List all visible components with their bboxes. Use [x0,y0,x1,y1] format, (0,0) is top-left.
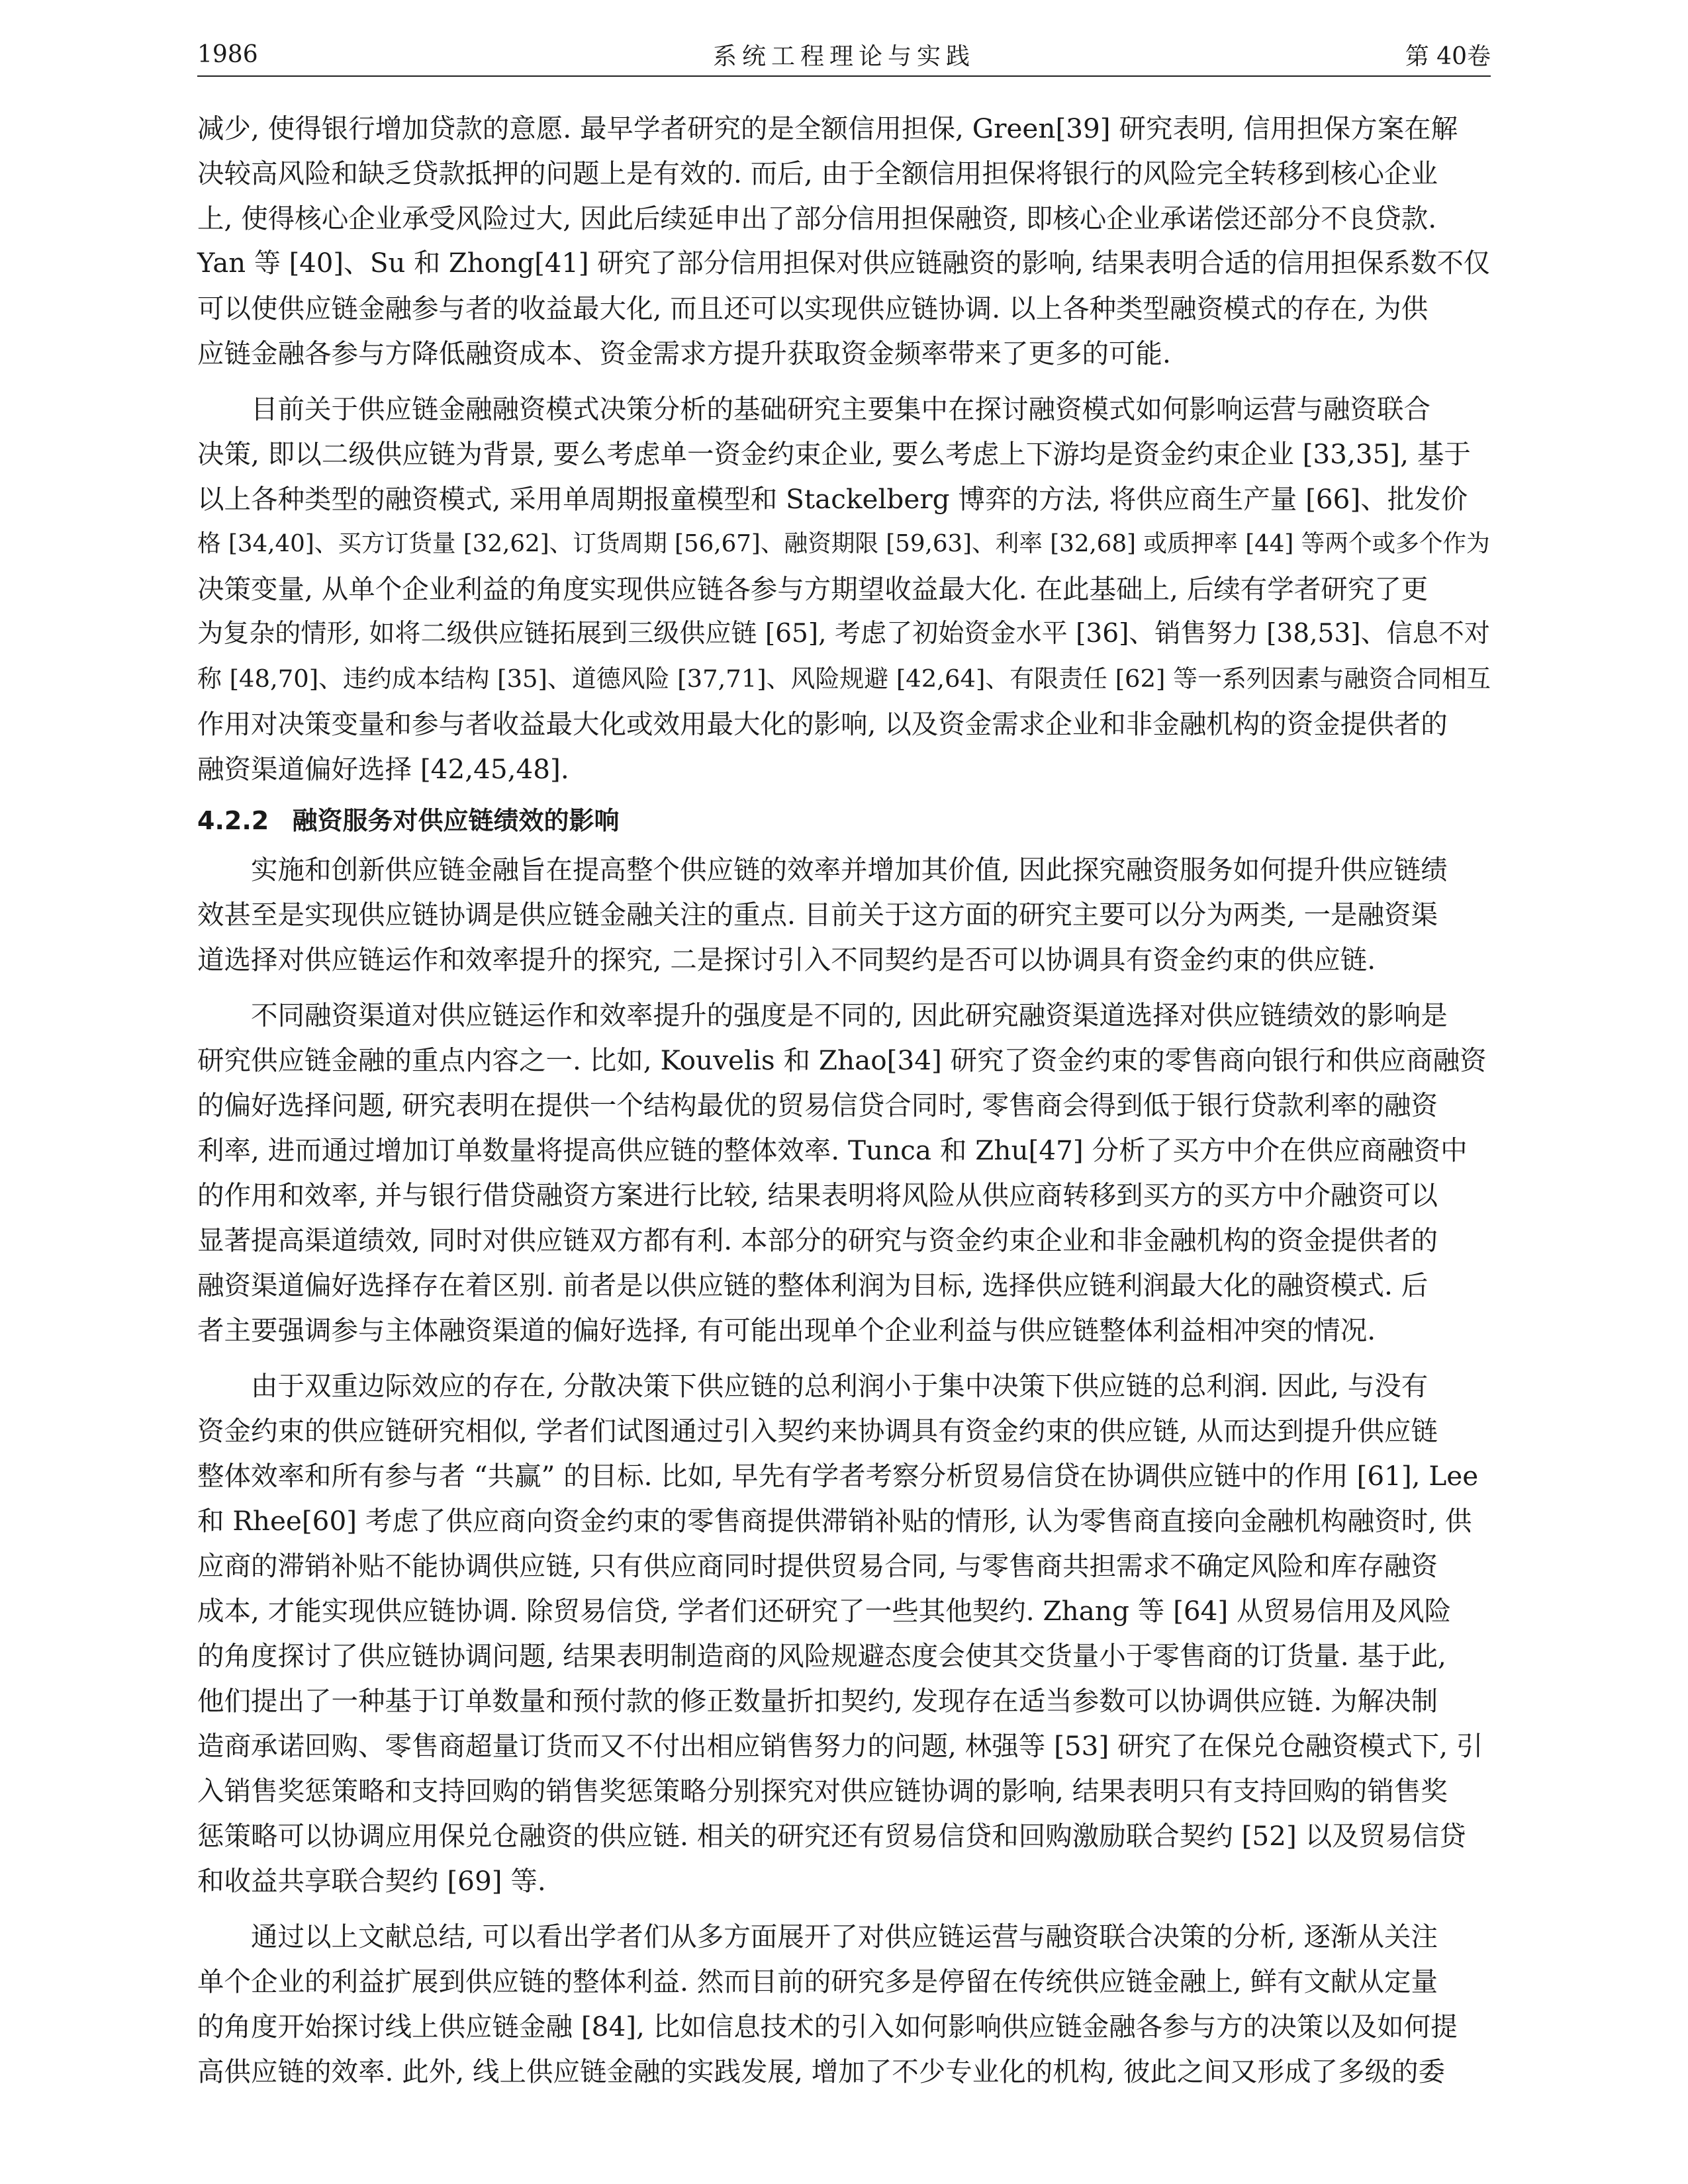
text-line: 的角度探讨了供应链协调问题, 结果表明制造商的风险规避态度会使其交货量小于零售商的订货量. 基于此, [197,1640,1446,1672]
text-line: 者主要强调参与主体融资渠道的偏好选择, 有可能出现单个企业利益与供应链整体利益相冲突的情况. [197,1314,1376,1346]
section-heading [197,802,1491,839]
text-line: 以上各种类型的融资模式, 采用单周期报童模型和 Stackelberg 博弈的方法, 将供应商生产量 [66]、批发价 [197,483,1468,515]
text-line: 为复杂的情形, 如将二级供应链拓展到三级供应链 [65], 考虑了初始资金水平 [36]、销售努力 [38,53]、信息不对 [197,619,1490,649]
text-line: 决策, 即以二级供应链为背景, 要么考虑单一资金约束企业, 要么考虑上下游均是资金约束企业 [33,35], 基于 [197,438,1471,470]
text-line: 作用对决策变量和参与者收益最大化或效用最大化的影响, 以及资金需求企业和非金融机构的资金提供者的 [197,708,1448,740]
text-line: 不同融资渠道对供应链运作和效率提升的强度是不同的, 因此研究融资渠道选择对供应链绩效的影响是 [251,999,1448,1031]
text-line: 由于双重边际效应的存在, 分散决策下供应链的总利润小于集中决策下供应链的总利润. 因此, 与没有 [251,1370,1429,1402]
text-line: 通过以上文献总结, 可以看出学者们从多方面展开了对供应链运营与融资联合决策的分析, 逐渐从关注 [251,1921,1438,1952]
text-line: 的作用和效率, 并与银行借贷融资方案进行比较, 结果表明将风险从供应商转移到买方的买方中介融资可以 [197,1179,1438,1211]
text-line: 的角度开始探讨线上供应链金融 [84], 比如信息技术的引入如何影响供应链金融各参与方的决策以及如何提 [197,2011,1458,2042]
text-line: 他们提出了一种基于订单数量和预付款的修正数量折扣契约, 发现存在适当参数可以协调供应链. 为解决制 [197,1685,1438,1717]
paragraph-3 [197,847,1491,982]
paragraph-2 [197,387,1491,792]
text-line: 和收益共享联合契约 [69] 等. [197,1865,546,1897]
page-number: 1986 [197,40,258,68]
text-line: 的偏好选择问题, 研究表明在提供一个结构最优的贸易信贷合同时, 零售商会得到低于银行贷款利率的融资 [197,1089,1438,1121]
journal-title: 系统工程理论与实践 [712,42,975,70]
text-line: 单个企业的利益扩展到供应链的整体利益. 然而目前的研究多是停留在传统供应链金融上, 鲜有文献从定量 [197,1966,1438,1997]
paragraph-5 [197,1363,1491,1903]
text-line: 可以使供应链金融参与者的收益最大化, 而且还可以实现供应链协调. 以上各种类型融资模式的存在, 为供 [197,293,1429,324]
text-line: 决策变量, 从单个企业利益的角度实现供应链各参与方期望收益最大化. 在此基础上, 后续有学者研究了更 [197,573,1429,605]
text-line: 造商承诺回购、零售商超量订货而又不付出相应销售努力的问题, 林强等 [53] 研究了在保兑仓融资模式下, 引 [197,1730,1483,1762]
paragraph-4 [197,993,1491,1353]
text-line: 称 [48,70]、违约成本结构 [35]、道德风险 [37,71]、风险规避 [42,64]、有限责任 [62] 等一系列因素与融资合同相互 [197,664,1491,693]
text-line: 格 [34,40]、买方订货量 [32,62]、订货周期 [56,67]、融资期限 [59,63]、利率 [32,68] 或质押率 [44] 等两个或多个作为 [197,530,1490,557]
text-line: 资金约束的供应链研究相似, 学者们试图通过引入契约来协调具有资金约束的供应链, 从而达到提升供应链 [197,1415,1438,1447]
article-body [197,106,1491,2105]
text-line: 和 Rhee[60] 考虑了供应商向资金约束的零售商提供滞销补贴的情形, 认为零售商直接向金融机构融资时, 供 [197,1505,1472,1537]
paragraph-6 [197,1914,1491,2094]
section-title: 融资服务对供应链绩效的影响 [292,806,620,835]
text-line: 应商的滞销补贴不能协调供应链, 只有供应商同时提供贸易合同, 与零售商共担需求不确定风险和库存融资 [197,1550,1438,1582]
volume-label: 第 40卷 [1405,42,1491,70]
text-line: 应链金融各参与方降低融资成本、资金需求方提升获取资金频率带来了更多的可能. [197,338,1171,369]
text-line: 道选择对供应链运作和效率提升的探究, 二是探讨引入不同契约是否可以协调具有资金约束的供应链. [197,944,1376,976]
text-line: 减少, 使得银行增加贷款的意愿. 最早学者研究的是全额信用担保, Green[39] 研究表明, 信用担保方案在解 [197,113,1458,144]
text-line: 成本, 才能实现供应链协调. 除贸易信贷, 学者们还研究了一些其他契约. Zhang 等 [64] 从贸易信用及风险 [197,1595,1452,1627]
text-line: 研究供应链金融的重点内容之一. 比如, Kouvelis 和 Zhao[34] 研究了资金约束的零售商向银行和供应商融资 [197,1044,1487,1076]
text-line: 决较高风险和缺乏贷款抵押的问题上是有效的. 而后, 由于全额信用担保将银行的风险完全转移到核心企业 [197,158,1438,189]
text-line: 整体效率和所有参与者 “共赢” 的目标. 比如, 早先有学者考察分析贸易信贷在协调供应链中的作用 [61], Lee [197,1460,1479,1492]
text-line: 上, 使得核心企业承受风险过大, 因此后续延申出了部分信用担保融资, 即核心企业承诺偿还部分不良贷款. [197,203,1437,234]
text-line: 实施和创新供应链金融旨在提高整个供应链的效率并增加其价值, 因此探究融资服务如何提升供应链绩 [251,854,1448,886]
section-number: 4.2.2 [197,806,269,835]
text-line: 显著提高渠道绩效, 同时对供应链双方都有利. 本部分的研究与资金约束企业和非金融机构的资金提供者的 [197,1224,1438,1256]
text-line: 融资渠道偏好选择存在着区别. 前者是以供应链的整体利润为目标, 选择供应链利润最大化的融资模式. 后 [197,1269,1429,1301]
text-line: 高供应链的效率. 此外, 线上供应链金融的实践发展, 增加了不少专业化的机构, 彼此之间又形成了多级的委 [197,2056,1445,2087]
text-line: 效甚至是实现供应链协调是供应链金融关注的重点. 目前关于这方面的研究主要可以分为两类, 一是融资渠 [197,899,1438,931]
text-line: 入销售奖惩策略和支持回购的销售奖惩策略分别探究对供应链协调的影响, 结果表明只有支持回购的销售奖 [197,1775,1448,1807]
paragraph-1 [197,106,1491,376]
text-line: 利率, 进而通过增加订单数量将提高供应链的整体效率. Tunca 和 Zhu[47] 分析了买方中介在供应商融资中 [197,1134,1468,1166]
text-line: 融资渠道偏好选择 [42,45,48]. [197,753,569,785]
text-line: 惩策略可以协调应用保兑仓融资的供应链. 相关的研究还有贸易信贷和回购激励联合契约 [52] 以及贸易信贷 [197,1820,1466,1852]
text-line: 目前关于供应链金融融资模式决策分析的基础研究主要集中在探讨融资模式如何影响运营与融资联合 [251,393,1430,425]
page-header [197,38,1491,77]
text-line: Yan 等 [40]、Su 和 Zhong[41] 研究了部分信用担保对供应链融资的影响, 结果表明合适的信用担保系数不仅 [197,248,1490,279]
